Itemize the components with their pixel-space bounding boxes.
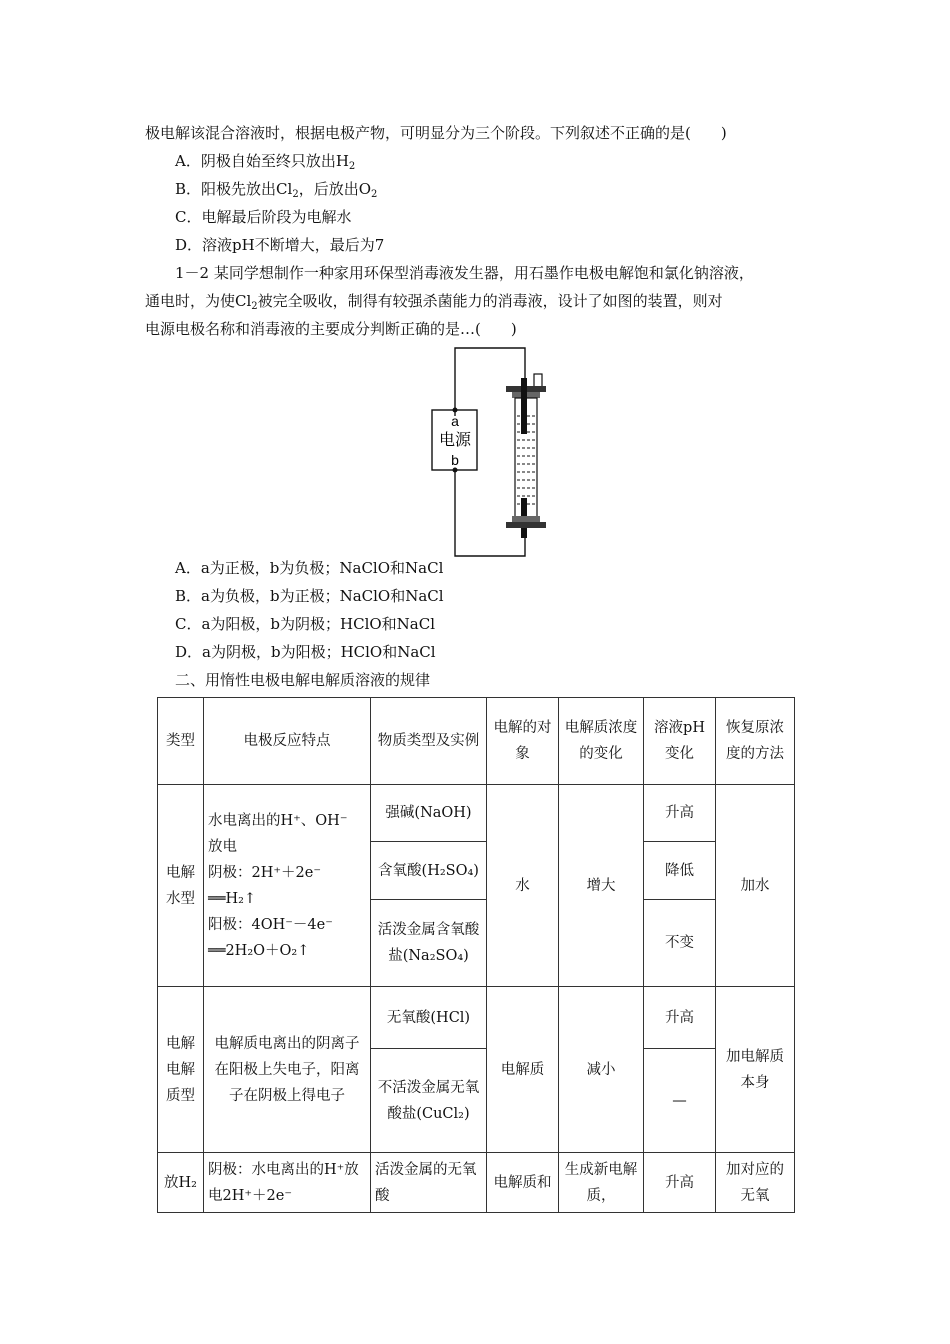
electrolysis-rules-table xyxy=(157,697,795,1213)
q2-line3: 电源电极名称和消毒液的主要成分判断正确的是…( ) xyxy=(145,320,517,338)
g2-type: 电解电解质型 xyxy=(158,987,204,1153)
g1-conc: 增大 xyxy=(559,785,644,987)
terminal-b-label: b xyxy=(451,452,459,468)
intro-line: 极电解该混合溶液时，根据电极产物，可明显分为三个阶段。下列叙述不正确的是( ) xyxy=(145,124,727,142)
q1-option-b: B．阳极先放出$Cl_2$，后放出$O_2$ xyxy=(175,180,378,200)
g1-example-2: 含氧酸(H₂SO₄) xyxy=(371,842,487,900)
table-row xyxy=(158,1153,795,1213)
q1-option-d: D．溶液pH不断增大，最后为7 xyxy=(175,236,385,254)
g2-ph-1: 升高 xyxy=(644,987,716,1049)
terminal-a-label: a xyxy=(451,413,459,429)
g1-ph-3: 不变 xyxy=(644,900,716,987)
g1-type: 电解水型 xyxy=(158,785,204,987)
g3-type: 放H₂ xyxy=(158,1153,204,1213)
table-header-row xyxy=(158,698,795,785)
q2-option-d: D．a为阴极，b为阳极；HClO和NaCl xyxy=(175,643,436,661)
g1-ph-2: 降低 xyxy=(644,842,716,900)
g3-conc: 生成新电解质， xyxy=(559,1153,644,1213)
g2-example-1: 无氧酸(HCl) xyxy=(371,987,487,1049)
g3-feature: 阴极：水电离出的H⁺放电2H⁺＋2e⁻ xyxy=(204,1153,371,1213)
q2-line1: 1－2 某同学想制作一种家用环保型消毒液发生器，用石墨作电极电解饱和氯化钠溶液， xyxy=(175,264,754,282)
g2-restore: 加电解质本身 xyxy=(716,987,795,1153)
g2-ph-2: — xyxy=(644,1049,716,1153)
g1-object: 水 xyxy=(487,785,559,987)
g2-conc: 减小 xyxy=(559,987,644,1153)
table-row xyxy=(158,785,795,842)
section-title: 二、用惰性电极电解电解质溶液的规律 xyxy=(175,671,431,689)
g3-example: 活泼金属的无氧酸 xyxy=(371,1153,487,1213)
g1-example-1: 强碱(NaOH) xyxy=(371,785,487,842)
g1-feature: 水电离出的H⁺、OH⁻ 放电 阴极：2H⁺＋2e⁻ ══H₂↑ 阳极：4OH⁻－4e⁻ ══2H₂O＋O₂↑ xyxy=(204,785,371,987)
header-conc: 电解质浓度的变化 xyxy=(559,698,644,785)
electrolysis-apparatus-figure xyxy=(420,338,570,568)
g3-ph: 升高 xyxy=(644,1153,716,1213)
g1-restore: 加水 xyxy=(716,785,795,987)
q2-option-c: C．a为阳极，b为阴极；HClO和NaCl xyxy=(175,615,436,633)
header-example: 物质类型及实例 xyxy=(371,698,487,785)
header-type: 类型 xyxy=(158,698,204,785)
power-source-label: 电源 xyxy=(438,430,472,449)
header-ph: 溶液pH变化 xyxy=(644,698,716,785)
q2-line2: 通电时，为使$Cl_2$被完全吸收，制得有较强杀菌能力的消毒液，设计了如图的装置，则对 xyxy=(145,292,723,312)
header-object: 电解的对象 xyxy=(487,698,559,785)
q1-option-c: C．电解最后阶段为电解水 xyxy=(175,208,352,226)
g2-example-2: 不活泼金属无氧酸盐(CuCl₂) xyxy=(371,1049,487,1153)
header-restore: 恢复原浓度的方法 xyxy=(716,698,795,785)
g1-ph-1: 升高 xyxy=(644,785,716,842)
header-feature: 电极反应特点 xyxy=(204,698,371,785)
g2-object: 电解质 xyxy=(487,987,559,1153)
q2-option-b: B．a为负极，b为正极；NaClO和NaCl xyxy=(175,587,444,605)
g2-feature: 电解质电离出的阴离子在阳极上失电子，阳离子在阴极上得电子 xyxy=(204,987,371,1153)
g1-example-3: 活泼金属含氧酸盐(Na₂SO₄) xyxy=(371,900,487,987)
g3-restore: 加对应的无氧 xyxy=(716,1153,795,1213)
table-row xyxy=(158,987,795,1049)
q1-option-a: A．阴极自始至终只放出$H_2$ xyxy=(175,152,356,172)
q2-option-a: A．a为正极，b为负极；NaClO和NaCl xyxy=(175,559,444,577)
g3-object: 电解质和 xyxy=(487,1153,559,1213)
